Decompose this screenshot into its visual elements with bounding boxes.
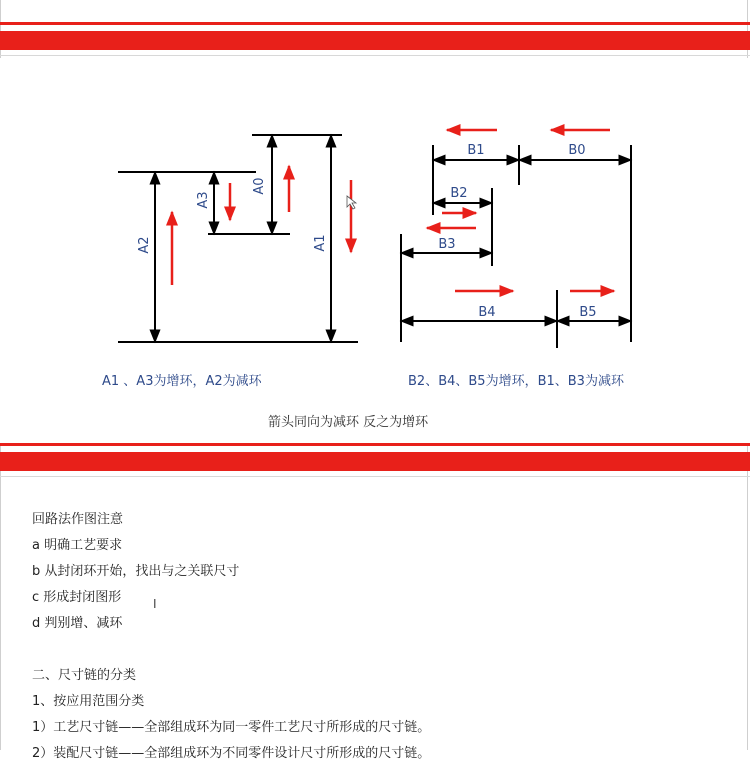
arrow-rule-note: 箭头同向为减环 反之为增环 <box>268 415 429 430</box>
b4-label: B4 <box>478 305 496 320</box>
note-step-b: b 从封闭环开始，找出与之关联尺寸 <box>32 564 240 579</box>
a0-label: A0 <box>252 177 267 195</box>
note-step-a: a 明确工艺要求 <box>32 538 123 553</box>
note-step-c: c 形成封闭图形 <box>32 590 122 605</box>
subsection-title: 1、按应用范围分类 <box>32 694 145 709</box>
list-item-process-chain: 1）工艺尺寸链——全部组成环为同一零件工艺尺寸所形成的尺寸链。 <box>32 720 431 735</box>
a1-label: A1 <box>313 234 328 252</box>
note-step-d: d 判别增、减环 <box>32 616 123 631</box>
list-item-assembly-chain: 2）装配尺寸链——全部组成环为不同零件设计尺寸所形成的尺寸链。 <box>32 746 431 761</box>
b0-label: B0 <box>568 143 586 158</box>
caption-b-chain: B2、B4、B5为增环，B1、B3为减环 <box>408 374 624 389</box>
b5-label: B5 <box>579 305 597 320</box>
caption-a-chain: A1 、A3为增环，A2为减环 <box>102 374 262 389</box>
b2-label: B2 <box>450 186 468 201</box>
b-chain-diagram <box>401 130 631 348</box>
a3-label: A3 <box>196 191 211 209</box>
text-cursor-icon: I <box>153 597 157 611</box>
section-title: 二、尺寸链的分类 <box>32 668 137 683</box>
a2-label: A2 <box>137 236 152 254</box>
b3-label: B3 <box>438 237 456 252</box>
slide-diagram-area <box>0 58 750 443</box>
a-chain-diagram <box>118 135 358 342</box>
notes-heading: 回路法作图注意 <box>32 512 124 527</box>
b1-label: B1 <box>467 143 485 158</box>
